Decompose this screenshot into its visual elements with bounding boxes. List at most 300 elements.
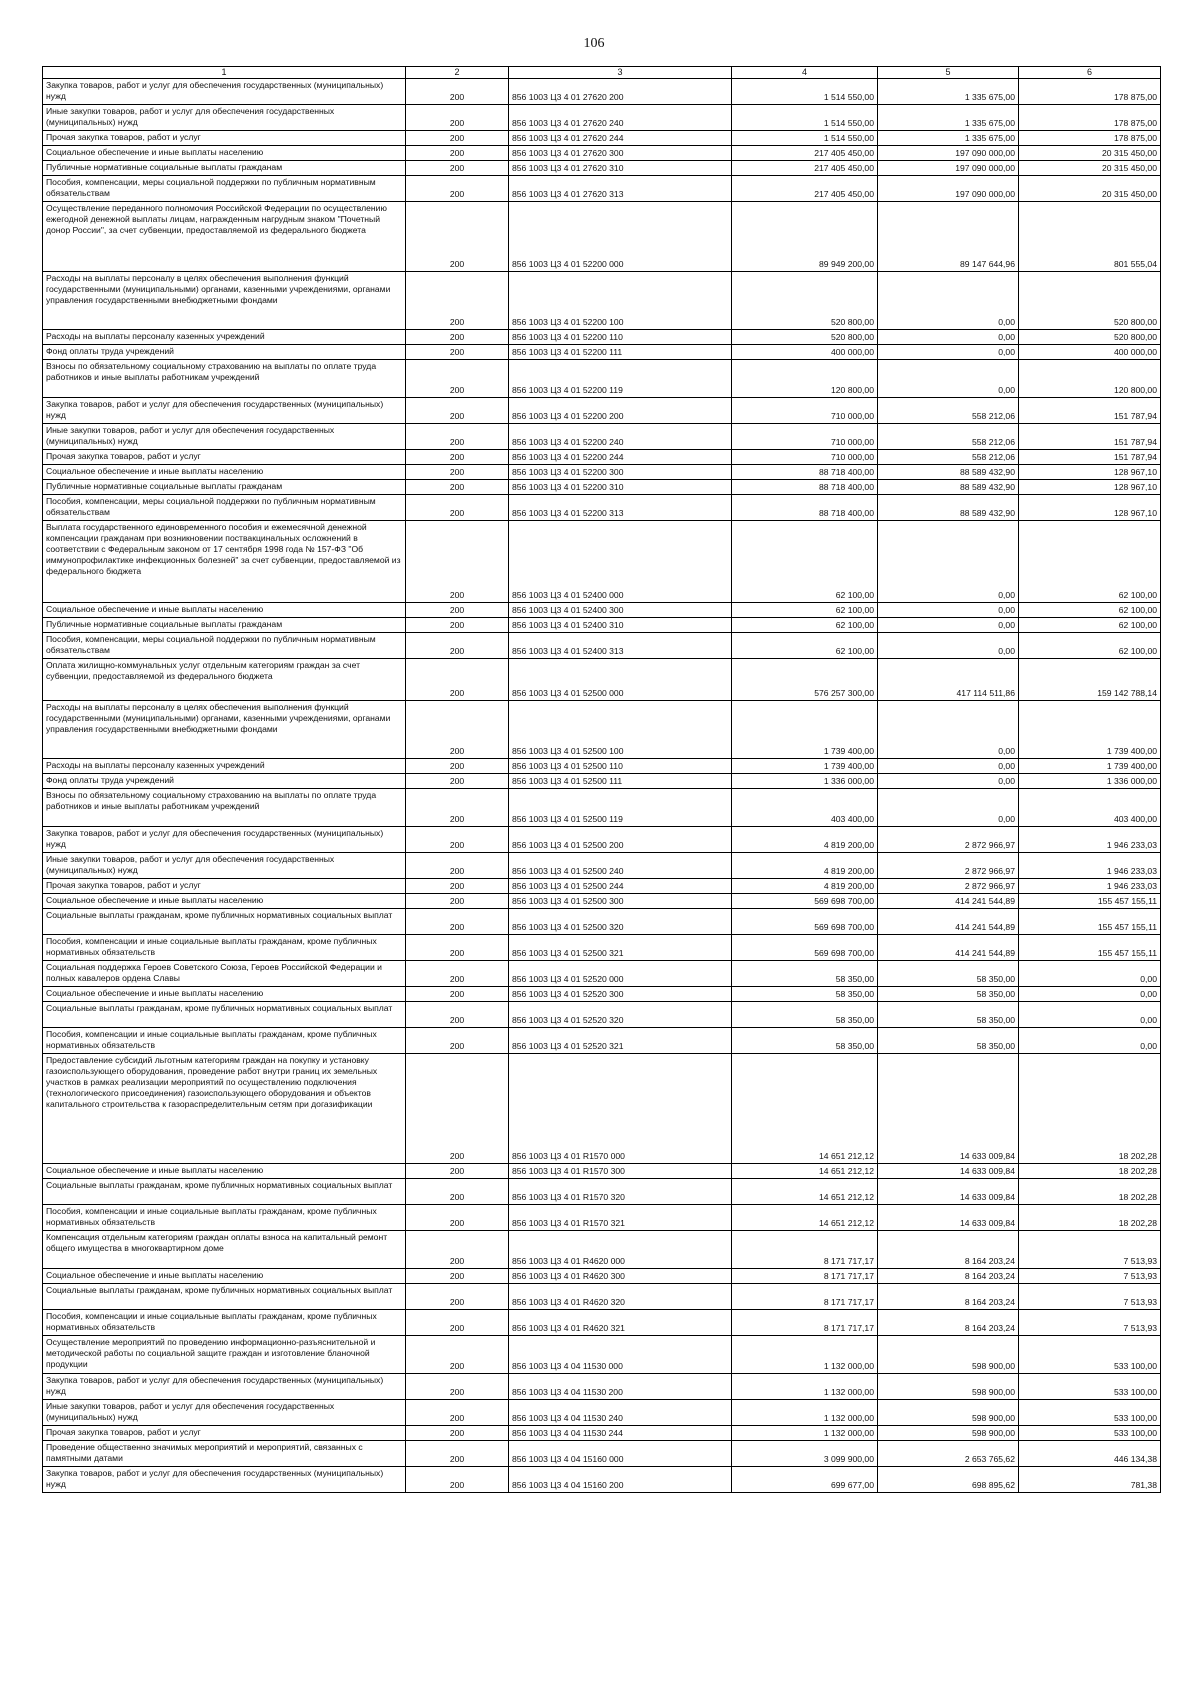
row-line-code: 200 <box>406 176 509 202</box>
row-budget-code: 856 1003 Ц3 4 01 52200 100 <box>509 272 732 330</box>
table-row <box>43 1467 1161 1493</box>
row-line-code: 200 <box>406 202 509 272</box>
row-unexecuted: 18 202,28 <box>1019 1054 1161 1164</box>
table-row <box>43 1205 1161 1231</box>
row-line-code: 200 <box>406 398 509 424</box>
row-line-code: 200 <box>406 1164 509 1179</box>
row-unexecuted: 400 000,00 <box>1019 345 1161 360</box>
row-executed: 89 147 644,96 <box>878 202 1019 272</box>
row-executed: 8 164 203,24 <box>878 1269 1019 1284</box>
row-description: Расходы на выплаты персоналу казенных учреждений <box>43 330 406 345</box>
row-line-code: 200 <box>406 853 509 879</box>
row-approved: 62 100,00 <box>732 603 878 618</box>
table-row <box>43 618 1161 633</box>
table-row <box>43 1441 1161 1467</box>
row-executed: 1 335 675,00 <box>878 79 1019 105</box>
row-budget-code: 856 1003 Ц3 4 01 52500 300 <box>509 894 732 909</box>
row-approved: 14 651 212,12 <box>732 1179 878 1205</box>
row-description: Социальное обеспечение и иные выплаты населению <box>43 894 406 909</box>
row-line-code: 200 <box>406 879 509 894</box>
row-line-code: 200 <box>406 759 509 774</box>
row-unexecuted: 18 202,28 <box>1019 1164 1161 1179</box>
row-executed: 0,00 <box>878 272 1019 330</box>
row-approved: 576 257 300,00 <box>732 659 878 701</box>
row-executed: 8 164 203,24 <box>878 1284 1019 1310</box>
table-row <box>43 330 1161 345</box>
table-row <box>43 424 1161 450</box>
row-approved: 4 819 200,00 <box>732 879 878 894</box>
row-executed: 0,00 <box>878 618 1019 633</box>
row-budget-code: 856 1003 Ц3 4 01 52500 320 <box>509 909 732 935</box>
row-approved: 217 405 450,00 <box>732 161 878 176</box>
row-description: Пособия, компенсации, меры социальной поддержки по публичным нормативным обязательствам <box>43 176 406 202</box>
row-line-code: 200 <box>406 465 509 480</box>
row-description: Иные закупки товаров, работ и услуг для обеспечения государственных (муниципальных) нужд <box>43 105 406 131</box>
row-description: Иные закупки товаров, работ и услуг для обеспечения государственных (муниципальных) нужд <box>43 424 406 450</box>
row-approved: 400 000,00 <box>732 345 878 360</box>
row-executed: 2 872 966,97 <box>878 827 1019 853</box>
row-line-code: 200 <box>406 521 509 603</box>
table-row <box>43 759 1161 774</box>
row-budget-code: 856 1003 Ц3 4 01 52500 110 <box>509 759 732 774</box>
row-description: Прочая закупка товаров, работ и услуг <box>43 879 406 894</box>
row-approved: 120 800,00 <box>732 360 878 398</box>
row-approved: 1 132 000,00 <box>732 1374 878 1400</box>
row-description: Пособия, компенсации и иные социальные выплаты гражданам, кроме публичных нормативных обязательств <box>43 1028 406 1054</box>
row-executed: 414 241 544,89 <box>878 909 1019 935</box>
row-executed: 2 872 966,97 <box>878 879 1019 894</box>
table-row <box>43 146 1161 161</box>
row-executed: 2 872 966,97 <box>878 853 1019 879</box>
row-description: Социальное обеспечение и иные выплаты населению <box>43 146 406 161</box>
row-description: Прочая закупка товаров, работ и услуг <box>43 450 406 465</box>
row-executed: 0,00 <box>878 774 1019 789</box>
row-approved: 1 132 000,00 <box>732 1336 878 1374</box>
table-row <box>43 879 1161 894</box>
row-line-code: 200 <box>406 1336 509 1374</box>
row-line-code: 200 <box>406 1426 509 1441</box>
budget-execution-table <box>42 66 1161 1493</box>
row-approved: 58 350,00 <box>732 1028 878 1054</box>
row-description: Оплата жилищно-коммунальных услуг отдельным категориям граждан за счет субвенции, предоставляемой из федерального бюджета <box>43 659 406 701</box>
row-unexecuted: 1 336 000,00 <box>1019 774 1161 789</box>
row-unexecuted: 178 875,00 <box>1019 79 1161 105</box>
row-line-code: 200 <box>406 161 509 176</box>
row-executed: 0,00 <box>878 603 1019 618</box>
row-budget-code: 856 1003 Ц3 4 01 52400 313 <box>509 633 732 659</box>
row-description: Осуществление переданного полномочия Российской Федерации по осуществлению ежегодной денежной выплаты лицам, награжденным нагрудным знаком "Почетный донор России", за счет субвенции, предоставляемой из федерального бюджета <box>43 202 406 272</box>
table-row <box>43 633 1161 659</box>
row-executed: 0,00 <box>878 521 1019 603</box>
row-approved: 1 514 550,00 <box>732 105 878 131</box>
row-executed: 0,00 <box>878 759 1019 774</box>
row-executed: 0,00 <box>878 633 1019 659</box>
row-description: Социальное обеспечение и иные выплаты населению <box>43 603 406 618</box>
row-unexecuted: 128 967,10 <box>1019 480 1161 495</box>
row-description: Компенсация отдельным категориям граждан оплаты взноса на капитальный ремонт общего имущества в многоквартирном доме <box>43 1231 406 1269</box>
row-executed: 558 212,06 <box>878 450 1019 465</box>
row-approved: 1 132 000,00 <box>732 1400 878 1426</box>
row-unexecuted: 7 513,93 <box>1019 1310 1161 1336</box>
row-approved: 62 100,00 <box>732 521 878 603</box>
row-approved: 8 171 717,17 <box>732 1310 878 1336</box>
row-approved: 569 698 700,00 <box>732 894 878 909</box>
row-budget-code: 856 1003 Ц3 4 01 R1570 300 <box>509 1164 732 1179</box>
row-unexecuted: 62 100,00 <box>1019 603 1161 618</box>
row-approved: 14 651 212,12 <box>732 1164 878 1179</box>
table-row <box>43 450 1161 465</box>
row-approved: 3 099 900,00 <box>732 1441 878 1467</box>
row-budget-code: 856 1003 Ц3 4 01 52200 111 <box>509 345 732 360</box>
table-row <box>43 521 1161 603</box>
row-approved: 8 171 717,17 <box>732 1231 878 1269</box>
header-row <box>43 67 1161 79</box>
row-description: Социальные выплаты гражданам, кроме публичных нормативных социальных выплат <box>43 909 406 935</box>
row-unexecuted: 151 787,94 <box>1019 398 1161 424</box>
row-approved: 1 739 400,00 <box>732 701 878 759</box>
row-budget-code: 856 1003 Ц3 4 01 27620 313 <box>509 176 732 202</box>
row-budget-code: 856 1003 Ц3 4 01 52200 000 <box>509 202 732 272</box>
row-budget-code: 856 1003 Ц3 4 01 52200 300 <box>509 465 732 480</box>
row-description: Закупка товаров, работ и услуг для обеспечения государственных (муниципальных) нужд <box>43 1467 406 1493</box>
row-executed: 14 633 009,84 <box>878 1179 1019 1205</box>
row-budget-code: 856 1003 Ц3 4 04 11530 000 <box>509 1336 732 1374</box>
row-budget-code: 856 1003 Ц3 4 01 52200 244 <box>509 450 732 465</box>
row-unexecuted: 1 946 233,03 <box>1019 853 1161 879</box>
row-unexecuted: 18 202,28 <box>1019 1205 1161 1231</box>
row-approved: 62 100,00 <box>732 618 878 633</box>
row-budget-code: 856 1003 Ц3 4 04 11530 244 <box>509 1426 732 1441</box>
row-executed: 1 335 675,00 <box>878 131 1019 146</box>
row-budget-code: 856 1003 Ц3 4 01 52400 300 <box>509 603 732 618</box>
row-line-code: 200 <box>406 1054 509 1164</box>
table-row <box>43 1028 1161 1054</box>
row-line-code: 200 <box>406 1374 509 1400</box>
row-line-code: 200 <box>406 1269 509 1284</box>
row-approved: 88 718 400,00 <box>732 465 878 480</box>
row-description: Публичные нормативные социальные выплаты гражданам <box>43 618 406 633</box>
row-executed: 8 164 203,24 <box>878 1231 1019 1269</box>
row-unexecuted: 155 457 155,11 <box>1019 935 1161 961</box>
row-budget-code: 856 1003 Ц3 4 01 52500 240 <box>509 853 732 879</box>
table-row <box>43 1336 1161 1374</box>
row-unexecuted: 0,00 <box>1019 961 1161 987</box>
row-line-code: 200 <box>406 935 509 961</box>
row-description: Взносы по обязательному социальному страхованию на выплаты по оплате труда работников и иные выплаты работникам учреждений <box>43 789 406 827</box>
row-line-code: 200 <box>406 131 509 146</box>
column-header: 6 <box>1019 67 1161 79</box>
row-line-code: 200 <box>406 1467 509 1493</box>
row-description: Выплата государственного единовременного пособия и ежемесячной денежной компенсации гражданам при возникновении поствакцинальных осложнений в соответствии с Федеральным законом от 17 сентября 1998 года № 157-ФЗ "Об иммунопрофилактике инфекционных болезней" за счет субвенции, предоставляемой из федерального бюджета <box>43 521 406 603</box>
row-line-code: 200 <box>406 789 509 827</box>
row-unexecuted: 7 513,93 <box>1019 1231 1161 1269</box>
row-budget-code: 856 1003 Ц3 4 01 52500 100 <box>509 701 732 759</box>
table-row <box>43 360 1161 398</box>
row-line-code: 200 <box>406 1400 509 1426</box>
row-description: Социальное обеспечение и иные выплаты населению <box>43 465 406 480</box>
row-line-code: 200 <box>406 909 509 935</box>
row-line-code: 200 <box>406 1441 509 1467</box>
row-budget-code: 856 1003 Ц3 4 01 52200 200 <box>509 398 732 424</box>
row-budget-code: 856 1003 Ц3 4 01 52520 320 <box>509 1002 732 1028</box>
row-description: Иные закупки товаров, работ и услуг для обеспечения государственных (муниципальных) нужд <box>43 1400 406 1426</box>
row-description: Расходы на выплаты персоналу казенных учреждений <box>43 759 406 774</box>
table-header <box>43 67 1161 79</box>
table-row <box>43 659 1161 701</box>
row-executed: 58 350,00 <box>878 961 1019 987</box>
row-approved: 520 800,00 <box>732 272 878 330</box>
row-approved: 217 405 450,00 <box>732 176 878 202</box>
table-row <box>43 961 1161 987</box>
row-budget-code: 856 1003 Ц3 4 04 15160 200 <box>509 1467 732 1493</box>
row-executed: 14 633 009,84 <box>878 1054 1019 1164</box>
row-approved: 14 651 212,12 <box>732 1205 878 1231</box>
row-executed: 2 653 765,62 <box>878 1441 1019 1467</box>
row-line-code: 200 <box>406 894 509 909</box>
row-budget-code: 856 1003 Ц3 4 01 27620 244 <box>509 131 732 146</box>
row-description: Расходы на выплаты персоналу в целях обеспечения выполнения функций государственными (муниципальными) органами, казенными учреждениями, органами управления государственными внебюджетными фондами <box>43 272 406 330</box>
row-description: Социальное обеспечение и иные выплаты населению <box>43 1269 406 1284</box>
row-budget-code: 856 1003 Ц3 4 01 52200 110 <box>509 330 732 345</box>
row-line-code: 200 <box>406 1002 509 1028</box>
row-budget-code: 856 1003 Ц3 4 01 52500 321 <box>509 935 732 961</box>
row-approved: 88 718 400,00 <box>732 495 878 521</box>
table-row <box>43 909 1161 935</box>
row-description: Расходы на выплаты персоналу в целях обеспечения выполнения функций государственными (муниципальными) органами, казенными учреждениями, органами управления государственными внебюджетными фондами <box>43 701 406 759</box>
row-approved: 1 336 000,00 <box>732 774 878 789</box>
row-executed: 14 633 009,84 <box>878 1164 1019 1179</box>
row-unexecuted: 20 315 450,00 <box>1019 146 1161 161</box>
row-unexecuted: 520 800,00 <box>1019 330 1161 345</box>
row-unexecuted: 151 787,94 <box>1019 424 1161 450</box>
row-unexecuted: 533 100,00 <box>1019 1336 1161 1374</box>
row-budget-code: 856 1003 Ц3 4 01 52400 310 <box>509 618 732 633</box>
row-unexecuted: 155 457 155,11 <box>1019 909 1161 935</box>
row-executed: 88 589 432,90 <box>878 480 1019 495</box>
row-line-code: 200 <box>406 618 509 633</box>
table-row <box>43 1164 1161 1179</box>
row-budget-code: 856 1003 Ц3 4 01 52200 310 <box>509 480 732 495</box>
row-executed: 197 090 000,00 <box>878 161 1019 176</box>
row-unexecuted: 62 100,00 <box>1019 618 1161 633</box>
row-budget-code: 856 1003 Ц3 4 01 52400 000 <box>509 521 732 603</box>
row-line-code: 200 <box>406 424 509 450</box>
row-description: Закупка товаров, работ и услуг для обеспечения государственных (муниципальных) нужд <box>43 1374 406 1400</box>
row-unexecuted: 533 100,00 <box>1019 1374 1161 1400</box>
row-approved: 217 405 450,00 <box>732 146 878 161</box>
table-row <box>43 701 1161 759</box>
row-executed: 598 900,00 <box>878 1400 1019 1426</box>
row-budget-code: 856 1003 Ц3 4 04 15160 000 <box>509 1441 732 1467</box>
table-row <box>43 603 1161 618</box>
row-line-code: 200 <box>406 774 509 789</box>
row-line-code: 200 <box>406 1310 509 1336</box>
row-approved: 88 718 400,00 <box>732 480 878 495</box>
row-description: Фонд оплаты труда учреждений <box>43 774 406 789</box>
row-description: Закупка товаров, работ и услуг для обеспечения государственных (муниципальных) нужд <box>43 398 406 424</box>
row-description: Публичные нормативные социальные выплаты гражданам <box>43 480 406 495</box>
table-row <box>43 1426 1161 1441</box>
table-row <box>43 176 1161 202</box>
row-description: Закупка товаров, работ и услуг для обеспечения государственных (муниципальных) нужд <box>43 827 406 853</box>
row-budget-code: 856 1003 Ц3 4 01 R1570 321 <box>509 1205 732 1231</box>
page-number: 106 <box>583 36 605 51</box>
row-budget-code: 856 1003 Ц3 4 01 52520 321 <box>509 1028 732 1054</box>
row-unexecuted: 18 202,28 <box>1019 1179 1161 1205</box>
row-description: Социальное обеспечение и иные выплаты населению <box>43 1164 406 1179</box>
row-budget-code: 856 1003 Ц3 4 01 52500 111 <box>509 774 732 789</box>
row-line-code: 200 <box>406 450 509 465</box>
row-budget-code: 856 1003 Ц3 4 01 27620 300 <box>509 146 732 161</box>
row-line-code: 200 <box>406 633 509 659</box>
table-row <box>43 774 1161 789</box>
table-row <box>43 1284 1161 1310</box>
row-budget-code: 856 1003 Ц3 4 01 R4620 000 <box>509 1231 732 1269</box>
row-executed: 1 335 675,00 <box>878 105 1019 131</box>
row-approved: 520 800,00 <box>732 330 878 345</box>
table-row <box>43 131 1161 146</box>
row-description: Прочая закупка товаров, работ и услуг <box>43 1426 406 1441</box>
row-line-code: 200 <box>406 345 509 360</box>
row-executed: 197 090 000,00 <box>878 176 1019 202</box>
row-unexecuted: 128 967,10 <box>1019 495 1161 521</box>
row-line-code: 200 <box>406 987 509 1002</box>
table-row <box>43 853 1161 879</box>
table-row <box>43 272 1161 330</box>
row-executed: 598 900,00 <box>878 1374 1019 1400</box>
row-budget-code: 856 1003 Ц3 4 01 52200 119 <box>509 360 732 398</box>
row-description: Пособия, компенсации и иные социальные выплаты гражданам, кроме публичных нормативных обязательств <box>43 1310 406 1336</box>
table-row <box>43 987 1161 1002</box>
row-approved: 710 000,00 <box>732 450 878 465</box>
row-budget-code: 856 1003 Ц3 4 01 52500 244 <box>509 879 732 894</box>
row-line-code: 200 <box>406 330 509 345</box>
row-executed: 0,00 <box>878 360 1019 398</box>
row-unexecuted: 178 875,00 <box>1019 105 1161 131</box>
row-approved: 569 698 700,00 <box>732 909 878 935</box>
row-executed: 698 895,62 <box>878 1467 1019 1493</box>
row-approved: 58 350,00 <box>732 987 878 1002</box>
row-line-code: 200 <box>406 360 509 398</box>
table-row <box>43 1269 1161 1284</box>
row-unexecuted: 159 142 788,14 <box>1019 659 1161 701</box>
row-description: Социальные выплаты гражданам, кроме публичных нормативных социальных выплат <box>43 1002 406 1028</box>
column-header: 2 <box>406 67 509 79</box>
row-executed: 0,00 <box>878 345 1019 360</box>
row-budget-code: 856 1003 Ц3 4 01 52500 000 <box>509 659 732 701</box>
row-approved: 710 000,00 <box>732 398 878 424</box>
row-budget-code: 856 1003 Ц3 4 04 11530 240 <box>509 1400 732 1426</box>
row-approved: 8 171 717,17 <box>732 1284 878 1310</box>
row-description: Социальные выплаты гражданам, кроме публичных нормативных социальных выплат <box>43 1284 406 1310</box>
row-executed: 88 589 432,90 <box>878 465 1019 480</box>
row-approved: 710 000,00 <box>732 424 878 450</box>
table-row <box>43 894 1161 909</box>
row-executed: 58 350,00 <box>878 1028 1019 1054</box>
row-approved: 62 100,00 <box>732 633 878 659</box>
table-row <box>43 789 1161 827</box>
row-unexecuted: 1 946 233,03 <box>1019 879 1161 894</box>
row-description: Пособия, компенсации и иные социальные выплаты гражданам, кроме публичных нормативных обязательств <box>43 935 406 961</box>
row-approved: 699 677,00 <box>732 1467 878 1493</box>
row-executed: 417 114 511,86 <box>878 659 1019 701</box>
row-unexecuted: 1 946 233,03 <box>1019 827 1161 853</box>
row-budget-code: 856 1003 Ц3 4 01 R4620 320 <box>509 1284 732 1310</box>
row-executed: 197 090 000,00 <box>878 146 1019 161</box>
row-executed: 558 212,06 <box>878 424 1019 450</box>
row-unexecuted: 1 739 400,00 <box>1019 759 1161 774</box>
row-line-code: 200 <box>406 480 509 495</box>
row-unexecuted: 1 739 400,00 <box>1019 701 1161 759</box>
row-line-code: 200 <box>406 495 509 521</box>
table-row <box>43 1054 1161 1164</box>
row-approved: 4 819 200,00 <box>732 853 878 879</box>
row-line-code: 200 <box>406 272 509 330</box>
row-line-code: 200 <box>406 105 509 131</box>
table-row <box>43 1310 1161 1336</box>
row-budget-code: 856 1003 Ц3 4 01 27620 240 <box>509 105 732 131</box>
row-budget-code: 856 1003 Ц3 4 01 52200 313 <box>509 495 732 521</box>
table-row <box>43 495 1161 521</box>
row-executed: 0,00 <box>878 789 1019 827</box>
row-approved: 1 514 550,00 <box>732 79 878 105</box>
table-row <box>43 1374 1161 1400</box>
row-line-code: 200 <box>406 146 509 161</box>
row-budget-code: 856 1003 Ц3 4 01 R4620 321 <box>509 1310 732 1336</box>
row-executed: 8 164 203,24 <box>878 1310 1019 1336</box>
row-approved: 1 132 000,00 <box>732 1426 878 1441</box>
row-description: Прочая закупка товаров, работ и услуг <box>43 131 406 146</box>
row-description: Пособия, компенсации, меры социальной поддержки по публичным нормативным обязательствам <box>43 495 406 521</box>
row-approved: 89 949 200,00 <box>732 202 878 272</box>
row-approved: 569 698 700,00 <box>732 935 878 961</box>
row-unexecuted: 178 875,00 <box>1019 131 1161 146</box>
row-approved: 58 350,00 <box>732 1002 878 1028</box>
row-unexecuted: 62 100,00 <box>1019 521 1161 603</box>
table-row <box>43 202 1161 272</box>
row-line-code: 200 <box>406 603 509 618</box>
row-line-code: 200 <box>406 961 509 987</box>
row-budget-code: 856 1003 Ц3 4 01 52200 240 <box>509 424 732 450</box>
row-unexecuted: 151 787,94 <box>1019 450 1161 465</box>
row-description: Фонд оплаты труда учреждений <box>43 345 406 360</box>
row-unexecuted: 781,38 <box>1019 1467 1161 1493</box>
row-approved: 403 400,00 <box>732 789 878 827</box>
row-line-code: 200 <box>406 1284 509 1310</box>
row-unexecuted: 0,00 <box>1019 1002 1161 1028</box>
row-unexecuted: 801 555,04 <box>1019 202 1161 272</box>
table-row <box>43 1231 1161 1269</box>
row-executed: 598 900,00 <box>878 1426 1019 1441</box>
column-header: 5 <box>878 67 1019 79</box>
row-description: Иные закупки товаров, работ и услуг для обеспечения государственных (муниципальных) нужд <box>43 853 406 879</box>
row-approved: 4 819 200,00 <box>732 827 878 853</box>
row-executed: 0,00 <box>878 701 1019 759</box>
row-description: Осуществление мероприятий по проведению информационно-разъяснительной и методической работы по социальной защите граждан и изготовление бланочной продукции <box>43 1336 406 1374</box>
row-executed: 58 350,00 <box>878 987 1019 1002</box>
row-unexecuted: 128 967,10 <box>1019 465 1161 480</box>
row-executed: 414 241 544,89 <box>878 894 1019 909</box>
row-description: Проведение общественно значимых мероприятий и мероприятий, связанных с памятными датами <box>43 1441 406 1467</box>
row-budget-code: 856 1003 Ц3 4 01 R1570 320 <box>509 1179 732 1205</box>
row-line-code: 200 <box>406 1028 509 1054</box>
row-executed: 14 633 009,84 <box>878 1205 1019 1231</box>
row-budget-code: 856 1003 Ц3 4 01 R4620 300 <box>509 1269 732 1284</box>
row-description: Закупка товаров, работ и услуг для обеспечения государственных (муниципальных) нужд <box>43 79 406 105</box>
row-approved: 58 350,00 <box>732 961 878 987</box>
row-budget-code: 856 1003 Ц3 4 01 R1570 000 <box>509 1054 732 1164</box>
row-line-code: 200 <box>406 79 509 105</box>
